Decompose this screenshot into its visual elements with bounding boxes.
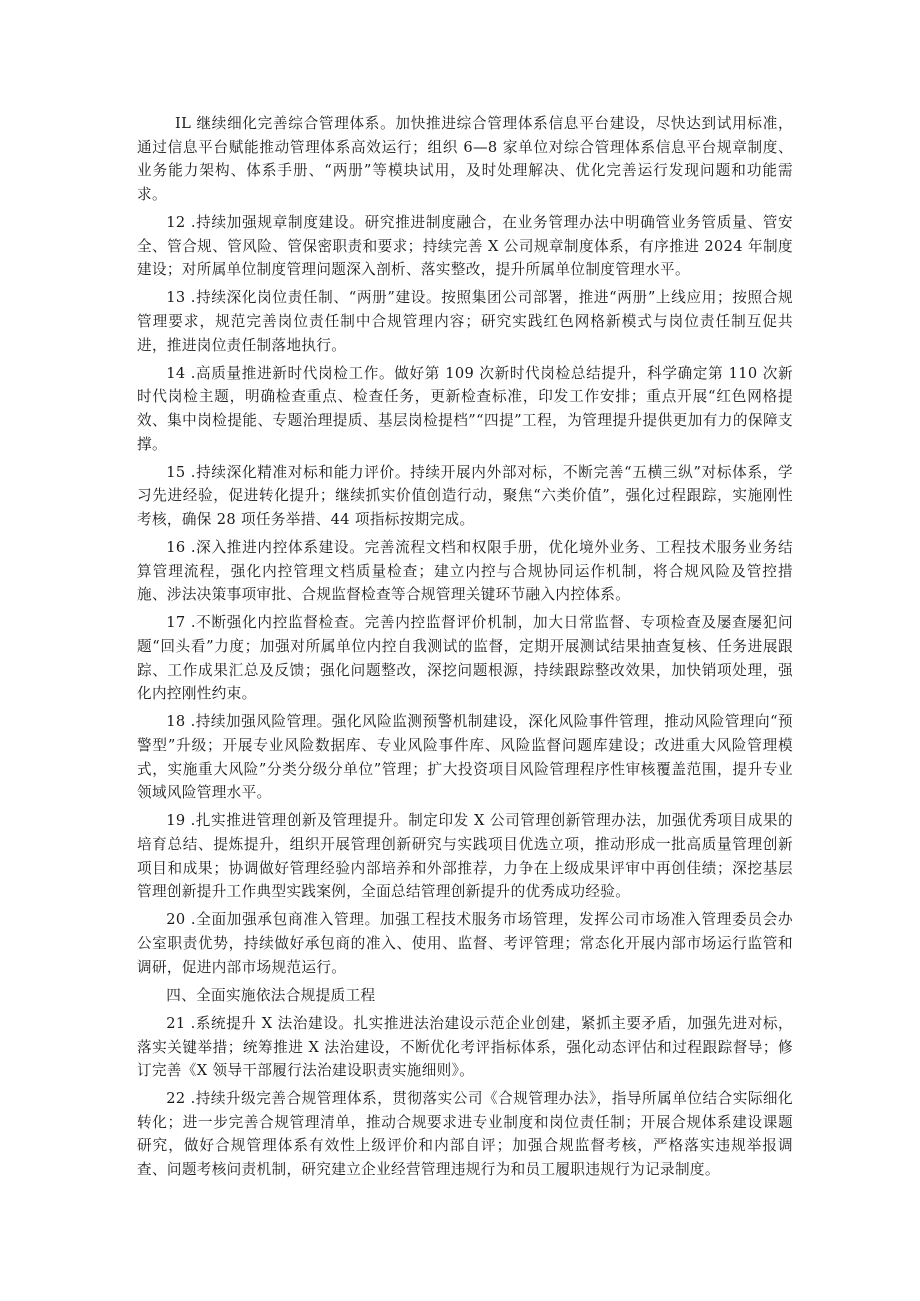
paragraph-item-13: 13 .持续深化岗位责任制、“两册”建设。按照集团公司部署，推进“两册”上线应用；按照合规管理要求，规范完善岗位责任制中合规管理内容；研究实践红色网格新模式与岗位责任制互促共进，推进岗位责任制落地执行。 bbox=[137, 289, 793, 354]
paragraph-item-17: 17 .不断强化内控监督检查。完善内控监督评价机制，加大日常监督、专项检查及屡查屡犯问题“回头看”力度；加强对所属单位内控自我测试的监督，定期开展测试结果抽查复核、任务进展跟踪、工作成果汇总及反馈；强化问题整改，深挖问题根源，持续跟踪整改效果，加快销项处理，强化内控刚性约束。 bbox=[137, 614, 793, 703]
paragraph-item-16: 16 .深入推进内控体系建设。完善流程文档和权限手册，优化境外业务、工程技术服务业务结算管理流程，强化内控管理文档质量检查；建立内控与合规协同运作机制，将合规风险及管控措施、涉法决策事项审批、合规监督检查等合规管理关键环节融入内控体系。 bbox=[137, 539, 793, 604]
section-heading-four: 四、全面实施依法合规提质工程 bbox=[166, 986, 376, 1004]
paragraph-item-14: 14 .高质量推进新时代岗检工作。做好第 109 次新时代岗检总结提升，科学确定第 110 次新时代岗检主题，明确检查重点、检查任务，更新检查标准，印发工作安排；重点开展“红色网格提效、集中岗检提能、专题治理提质、基层岗检提档”“四提”工程，为管理提升提供更加有力的保障支撑。 bbox=[137, 364, 793, 453]
document-body bbox=[137, 112, 793, 1186]
paragraph-item-21: 21 .系统提升 X 法治建设。扎实推进法治建设示范企业创建，紧抓主要矛盾，加强先进对标，落实关键举措；统筹推进 X 法治建设，不断优化考评指标体系，强化动态评估和过程跟踪督导；修订完善《X 领导干部履行法治建设职责实施细则》。 bbox=[137, 1014, 793, 1080]
paragraph-item-19: 19 .扎实推进管理创新及管理提升。制定印发 X 公司管理创新管理办法，加强优秀项目成果的培育总结、提炼提升，组织开展管理创新研究与实践项目优选立项，推动形成一批高质量管理创新项目和成果；协调做好管理经验内部培养和外部推荐，力争在上级成果评审中再创佳绩；深挖基层管理创新提升工作典型实践案例，全面总结管理创新提升的优秀成功经验。 bbox=[137, 812, 793, 901]
paragraph-item-11: IL 继续细化完善综合管理体系。加快推进综合管理体系信息平台建设，尽快达到试用标准，通过信息平台赋能推动管理体系高效运行；组织 6—8 家单位对综合管理体系信息平台规章制度、业务能力架构、体系手册、“两册”等模块试用，及时处理解决、优化完善运行发现问题和功能需求。 bbox=[137, 115, 793, 203]
paragraph-item-15: 15 .持续深化精准对标和能力评价。持续开展内外部对标，不断完善“五横三纵”对标体系，学习先进经验，促进转化提升；继续抓实价值创造行动，聚焦“六类价值”，强化过程跟踪，实施刚性考核，确保 28 项任务举措、44 项指标按期完成。 bbox=[137, 463, 793, 528]
paragraph-item-20: 20 .全面加强承包商准入管理。加强工程技术服务市场管理，发挥公司市场准入管理委员会办公室职责优势，持续做好承包商的准入、使用、监督、考评管理；常态化开展内部市场运行监管和调研，促进内部市场规范运行。 bbox=[137, 911, 793, 976]
paragraph-item-22: 22 .持续升级完善合规管理体系，贯彻落实公司《合规管理办法》，指导所属单位结合实际细化转化；进一步完善合规管理清单，推动合规要求进专业制度和岗位责任制；开展合规体系建设课题研究，做好合规管理体系有效性上级评价和内部自评；加强合规监督考核，严格落实违规举报调查、问题考核问责机制，研究建立企业经营管理违规行为和员工履职违规行为记录制度。 bbox=[137, 1090, 793, 1179]
paragraph-item-18: 18 .持续加强风险管理。强化风险监测预警机制建设，深化风险事件管理，推动风险管理向“预警型”升级；开展专业风险数据库、专业风险事件库、风险监督问题库建设；改进重大风险管理模式，实施重大风险”分类分级分单位”管理；扩大投资项目风险管理程序性审核覆盖范围，提升专业领域风险管理水平。 bbox=[137, 713, 793, 802]
paragraph-item-12: 12 .持续加强规章制度建设。研究推进制度融合，在业务管理办法中明确管业务管质量、管安全、管合规、管风险、管保密职责和要求；持续完善 X 公司规章制度体系，有序推进 2024 年制度建设；对所属单位制度管理问题深入剖析、落实整改，提升所属单位制度管理水平。 bbox=[137, 213, 793, 279]
